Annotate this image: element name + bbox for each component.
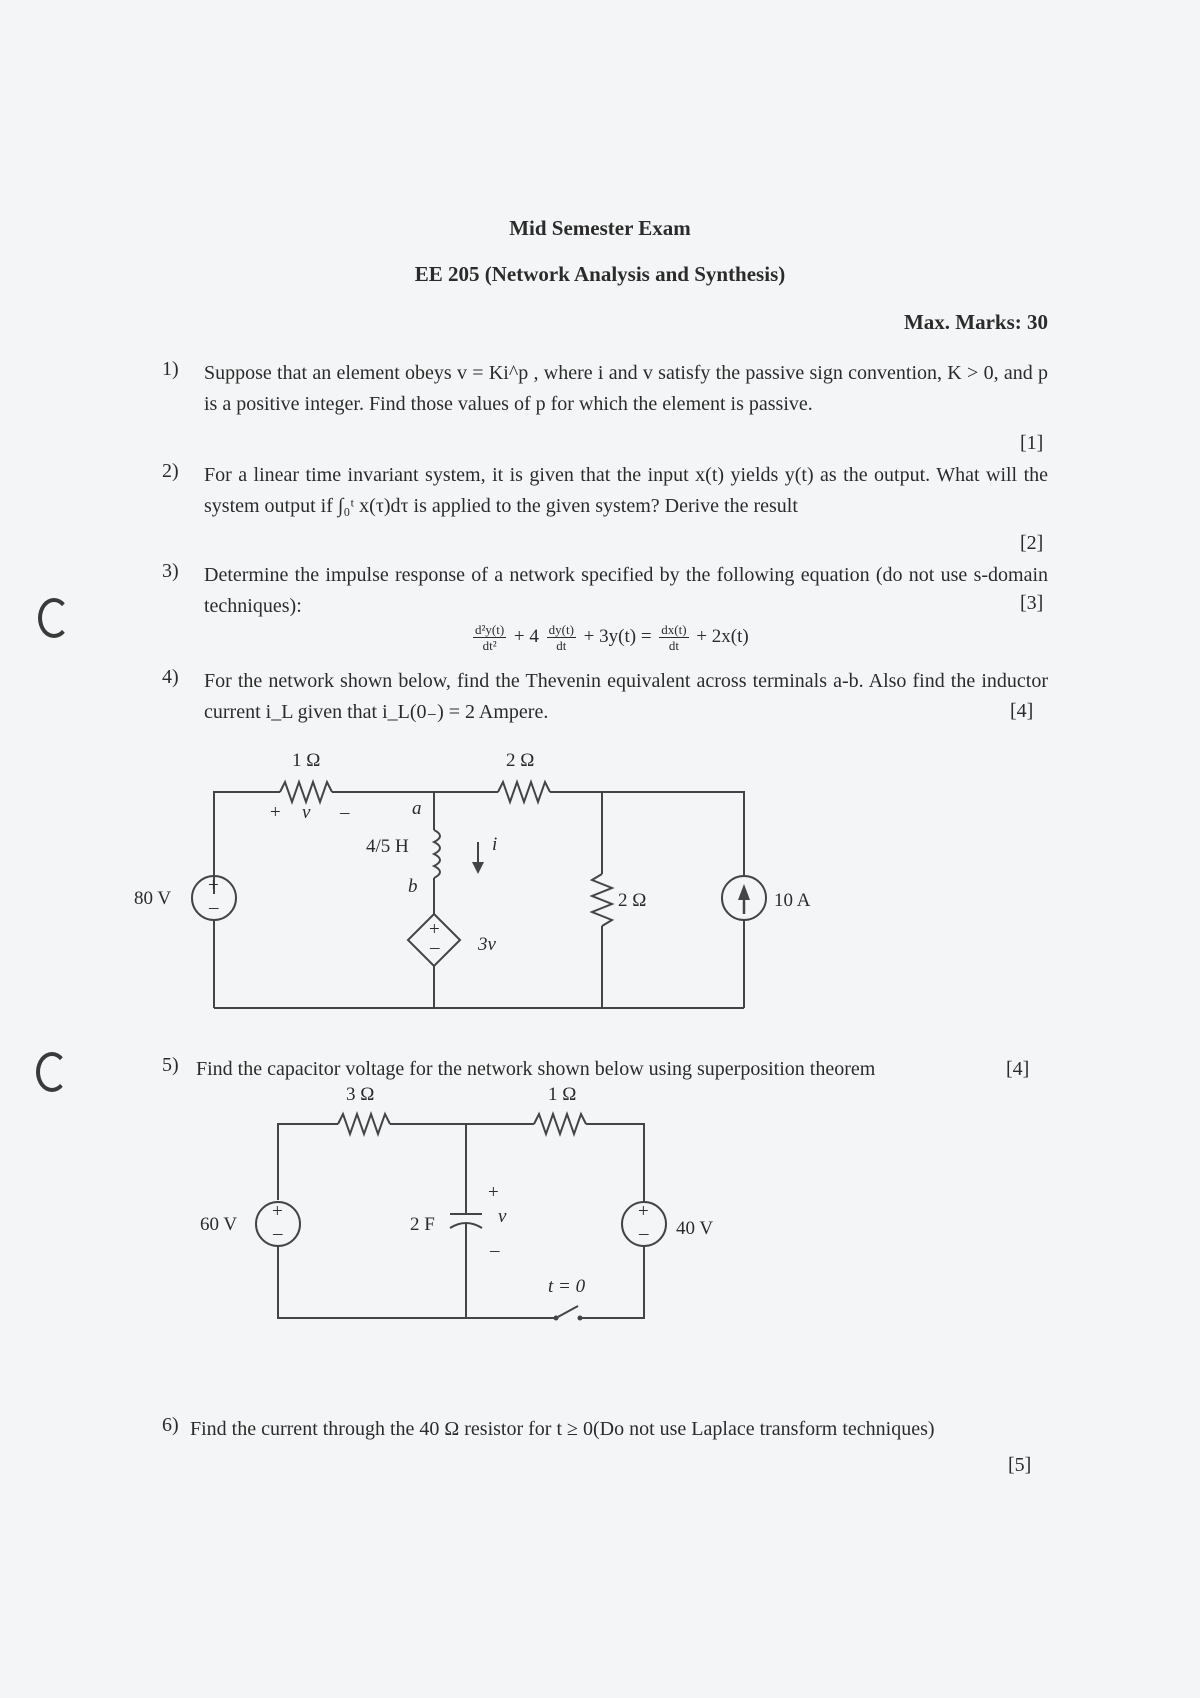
course-title: EE 205 (Network Analysis and Synthesis) xyxy=(414,262,786,286)
question-marks: [4] xyxy=(1010,700,1034,722)
label-source-60: 60 V xyxy=(200,1214,238,1235)
label-v: v xyxy=(302,802,311,823)
eq-end: + 2x(t) xyxy=(696,625,749,647)
label-source-i: 10 A xyxy=(774,890,811,911)
wire xyxy=(586,1124,644,1202)
question-number: 1) xyxy=(162,358,179,380)
question-text: Suppose that an element obeys v = Ki^p , where i and v satisfy the passive sign convention, K > 0, and p is a positive integer. Find those values of p for which the element is passive. xyxy=(204,362,1048,415)
question-marks: [5] xyxy=(1008,1454,1032,1476)
label-source-40: 40 V xyxy=(676,1218,714,1239)
label-current-i: i xyxy=(492,834,498,855)
label-r2: 1 Ω xyxy=(548,1084,577,1105)
question-text: For the network shown below, find the Thevenin equivalent across terminals a-b. Also find the inductor current i_L given that i_L(0₋) = 2 Ampere. xyxy=(204,670,1048,723)
dep-minus: – xyxy=(430,937,440,958)
label-node-b: b xyxy=(408,876,418,897)
question-number: 3) xyxy=(162,560,179,582)
eq-term2-num: dy(t) xyxy=(548,622,574,637)
wire xyxy=(580,1246,644,1318)
label-source-v: 80 V xyxy=(134,888,172,909)
label-v-minus: – xyxy=(340,802,350,823)
label-cap-minus: – xyxy=(490,1240,500,1261)
label-cap-plus: + xyxy=(488,1182,499,1203)
eq-mid: + 3y(t) = xyxy=(583,625,652,647)
src-plus: + xyxy=(208,875,219,896)
wire xyxy=(278,1246,556,1318)
wire xyxy=(278,1124,338,1200)
eq-term1-num: d²y(t) xyxy=(475,622,505,637)
src-minus: – xyxy=(209,897,219,918)
label-node-a: a xyxy=(412,798,422,819)
eq-plus4: + 4 xyxy=(513,625,539,647)
label-inductor: 4/5 H xyxy=(366,836,409,857)
question-text: Determine the impulse response of a network specified by the following equation (do not use s-domain techniques): xyxy=(204,564,1048,617)
label-r3: 2 Ω xyxy=(618,890,647,911)
question-marks: [4] xyxy=(1006,1058,1030,1080)
src-plus: + xyxy=(272,1201,283,1222)
src-minus: – xyxy=(273,1223,283,1244)
eq-term2-den: dt xyxy=(556,638,567,653)
label-r1: 3 Ω xyxy=(346,1084,375,1105)
eq-term1-den: dt² xyxy=(482,638,497,653)
eq-term3-den: dt xyxy=(668,638,679,653)
label-r2: 2 Ω xyxy=(506,750,535,771)
exam-title: Mid Semester Exam xyxy=(509,216,691,240)
question-marks: [3] xyxy=(1020,592,1044,614)
question-text: Find the current through the 40 Ω resistor for t ≥ 0(Do not use Laplace transform techniques) xyxy=(190,1418,935,1440)
label-dep-source: 3v xyxy=(478,934,496,955)
question-number: 5) xyxy=(162,1054,179,1076)
max-marks: Max. Marks: 30 xyxy=(903,310,1048,334)
question-number: 2) xyxy=(162,460,179,482)
resistor-1-ohm xyxy=(534,1114,586,1134)
question-text: Find the capacitor voltage for the network shown below using superposition theorem xyxy=(196,1058,876,1080)
label-switch: t = 0 xyxy=(548,1276,586,1297)
label-cap-v: v xyxy=(498,1206,507,1227)
resistor-3-ohm xyxy=(338,1114,390,1134)
src-minus: – xyxy=(639,1223,649,1244)
question-number: 4) xyxy=(162,666,179,688)
label-v-plus: + xyxy=(270,802,281,823)
question-number: 6) xyxy=(162,1414,179,1436)
dep-plus: + xyxy=(429,919,440,940)
switch-blade xyxy=(556,1306,578,1318)
label-r1: 1 Ω xyxy=(292,750,321,771)
eq-term3-num: dx(t) xyxy=(661,622,687,637)
switch-contact xyxy=(554,1316,559,1321)
switch-contact xyxy=(578,1316,583,1321)
question-marks: [2] xyxy=(1020,532,1044,554)
question-marks: [1] xyxy=(1020,432,1044,454)
src-plus: + xyxy=(638,1201,649,1222)
question-text: For a linear time invariant system, it is given that the input x(t) yields y(t) as the output. What will the system output if ∫₀ᵗ x(τ)dτ is applied to the given system? Derive the result xyxy=(204,464,1048,517)
label-cap: 2 F xyxy=(410,1214,435,1235)
